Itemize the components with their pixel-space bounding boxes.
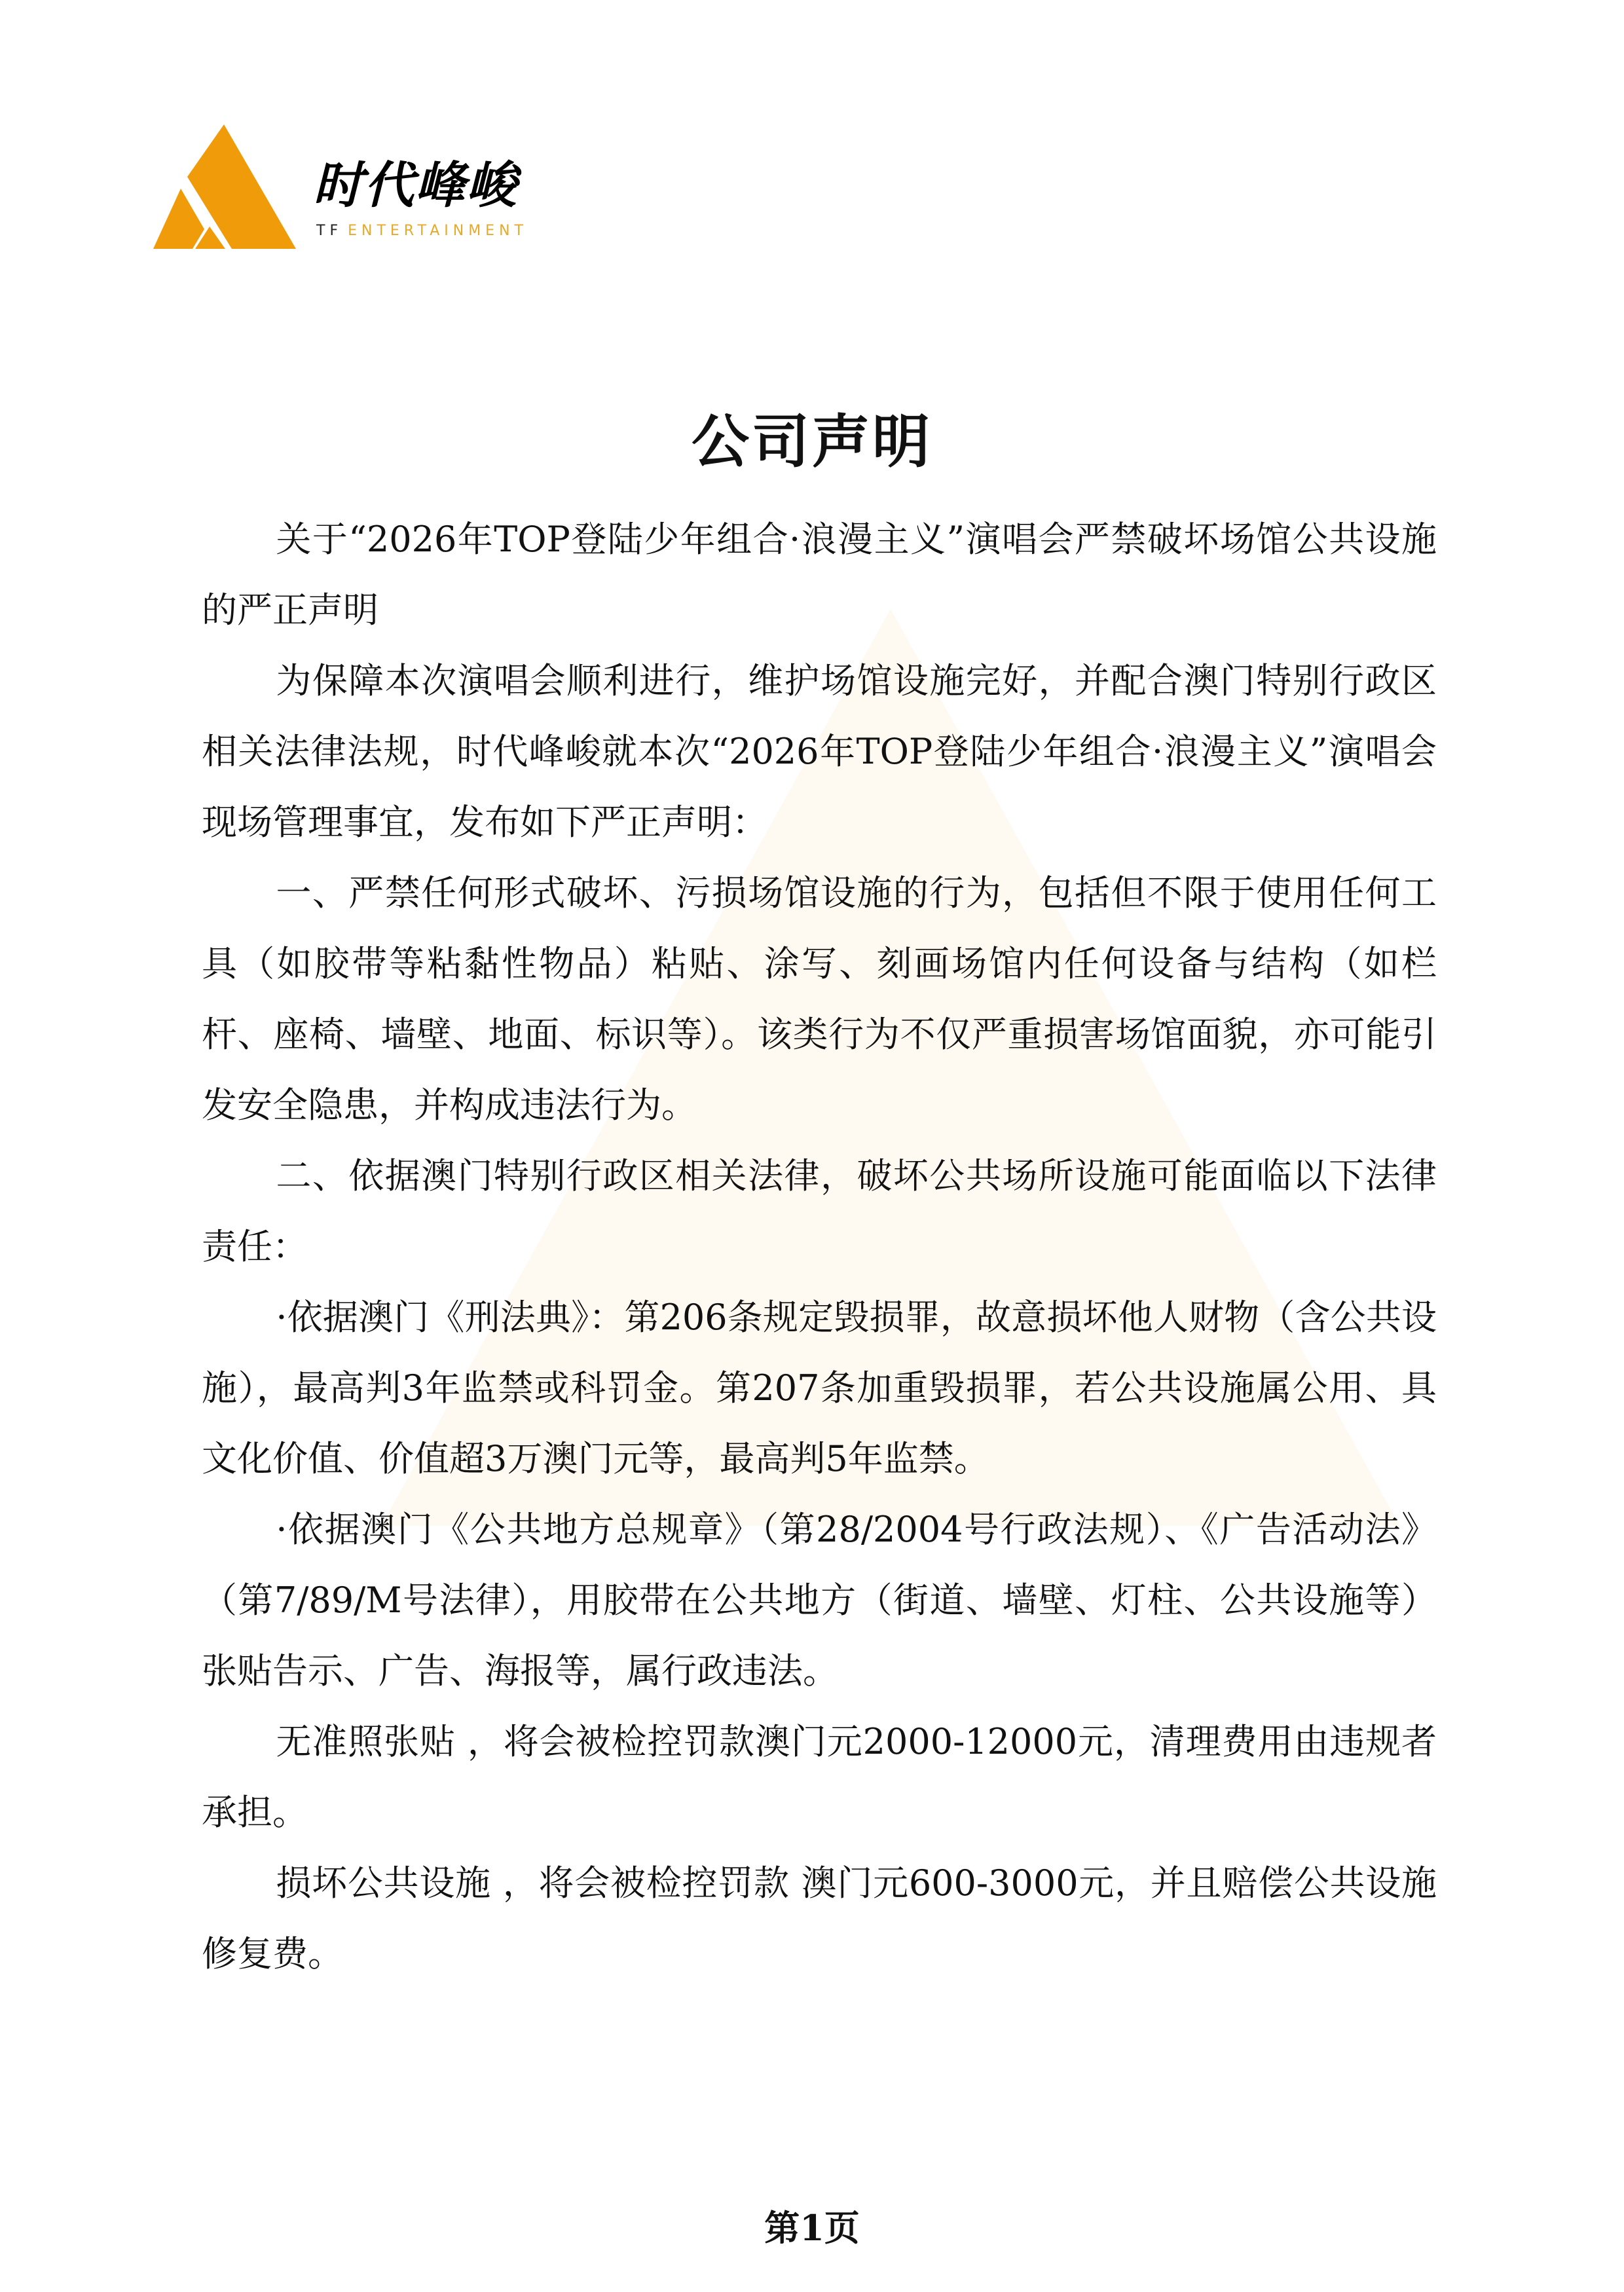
- logo-tf: TF: [316, 223, 343, 239]
- paragraph-fine-posting: 无准照张贴 ，将会被检控罚款澳门元2000-12000元，清理费用由违规者承担。: [202, 1721, 1437, 1833]
- paragraph-intro: 为保障本次演唱会顺利进行，维护场馆设施完好，并配合澳门特别行政区相关法律法规，时代峰峻就本次“2026年TOP登陆少年组合·浪漫主义”演唱会现场管理事宜，发布如下严正声明：: [202, 660, 1437, 843]
- page-title: 公司声明: [691, 408, 932, 475]
- paragraph-penal-code: ·依据澳门《刑法典》：第206条规定毁损罪，故意损坏他人财物（含公共设施），最高判3年监禁或科罚金。第207条加重毁损罪，若公共设施属公用、具文化价值、价值超3万澳门元等，最高判5年监禁。: [202, 1297, 1437, 1479]
- paragraph-clause-1: 一、严禁任何形式破坏、污损场馆设施的行为，包括但不限于使用任何工具（如胶带等粘黏性物品）粘贴、涂写、刻画场馆内任何设备与结构（如栏杆、座椅、墙壁、地面、标识等）。该类行为不仅严重损害场馆面貌，亦可能引发安全隐患，并构成违法行为。: [202, 872, 1437, 1126]
- logo-triangle-icon: [153, 124, 296, 249]
- paragraph-fine-damage: 损坏公共设施 ，将会被检控罚款 澳门元600-3000元，并且赔偿公共设施修复费。: [202, 1862, 1437, 1974]
- paragraph-subject: 关于“2026年TOP登陆少年组合·浪漫主义”演唱会严禁破坏场馆公共设施的严正声明: [202, 519, 1437, 631]
- paragraph-clause-2: 二、依据澳门特别行政区相关法律，破坏公共场所设施可能面临以下法律责任：: [202, 1155, 1437, 1267]
- page-number: 第1页: [764, 2207, 860, 2249]
- logo-english-name: [316, 223, 528, 239]
- logo-entertainment: ENTERTAINMENT: [348, 223, 528, 239]
- logo-chinese-name: 时代峰峻: [313, 156, 517, 214]
- paragraph-public-regulation: ·依据澳门《公共地方总规章》（第28/2004号行政法规）、《广告活动法》（第7/89/M号法律），用胶带在公共地方（街道、墙壁、灯柱、公共设施等）张贴告示、广告、海报等，属行政违法。: [202, 1509, 1437, 1691]
- statement-body: [202, 504, 1437, 1989]
